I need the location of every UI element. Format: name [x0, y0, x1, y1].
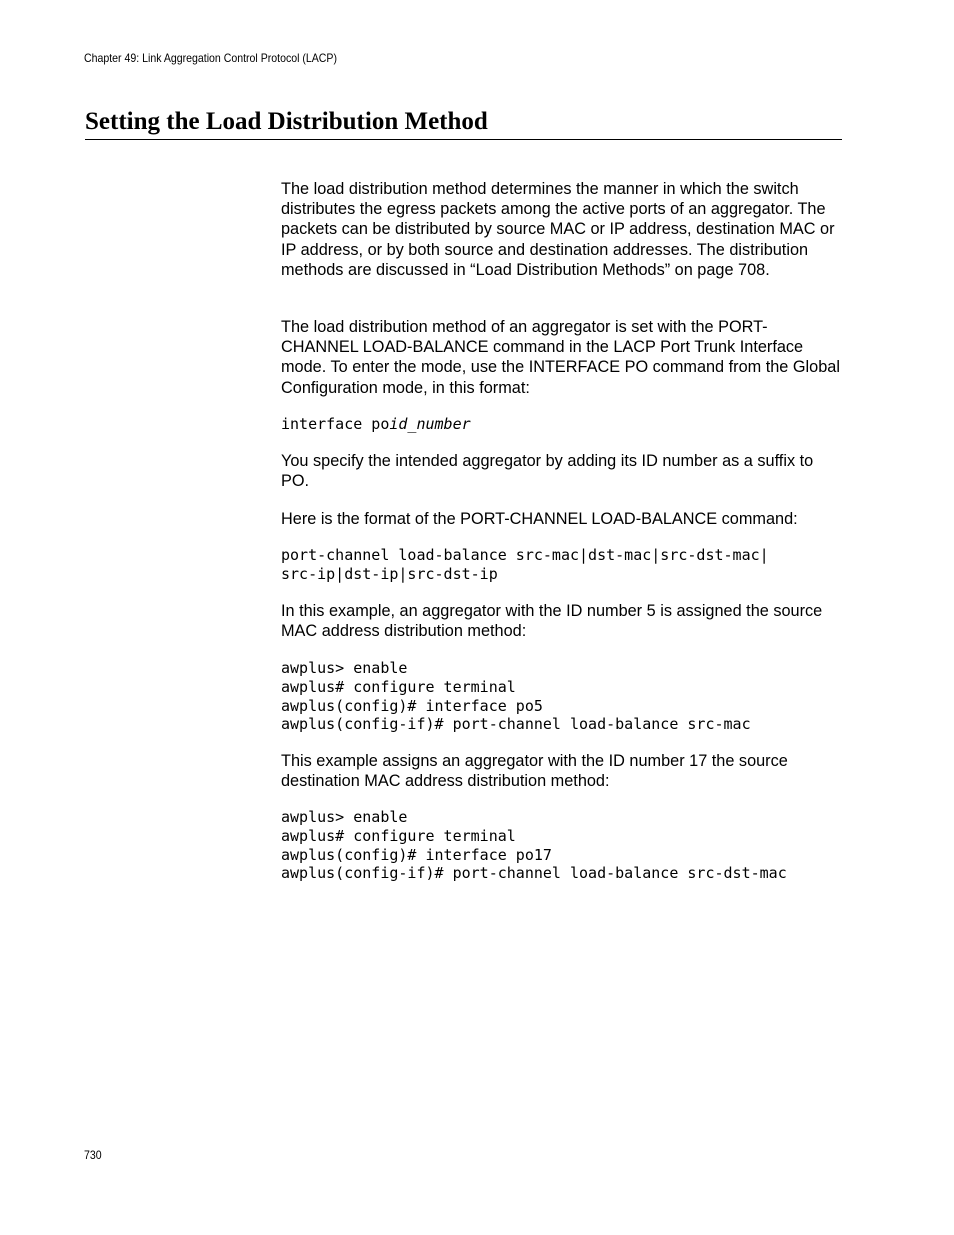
- code-command: interface po: [281, 415, 390, 433]
- code-line: awplus(config-if)# port-channel load-balance src-dst-mac: [281, 864, 787, 883]
- title-rule: [85, 139, 842, 140]
- code-interface-syntax: [281, 415, 471, 434]
- code-line: awplus# configure terminal: [281, 677, 516, 696]
- code-argument: id_number: [389, 415, 471, 433]
- code-line: port-channel load-balance src-mac|dst-mac|src-dst-mac|: [281, 546, 769, 564]
- code-line: awplus> enable: [281, 808, 408, 826]
- paragraph-format-intro: Here is the format of the PORT-CHANNEL LOAD-BALANCE command:: [281, 510, 798, 528]
- code-line: awplus# configure terminal: [281, 826, 516, 845]
- code-line: awplus(config)# interface po5: [281, 696, 543, 715]
- paragraph-command-context: The load distribution method of an aggregator is set with the PORT-CHANNEL LOAD-BALANCE command in the LACP Port Trunk Interface mode. To enter the mode, use the INTERFACE PO command from the Global Configuration mode, in this format:: [281, 318, 840, 397]
- paragraph-intro: The load distribution method determines the manner in which the switch distributes the egress packets among the active ports of an aggregator. The packets can be distributed by source MAC or IP address, destination MAC or IP address, or by both source and destination addresses. The distribution methods are discussed in “Load Distribution Methods” on page 708.: [281, 180, 835, 279]
- paragraph-suffix: You specify the intended aggregator by adding its ID number as a suffix to PO.: [281, 452, 814, 491]
- code-line: awplus(config-if)# port-channel load-balance src-mac: [281, 715, 751, 734]
- code-example-2: [281, 808, 787, 883]
- code-load-balance-syntax: [281, 546, 769, 584]
- code-line: src-ip|dst-ip|src-dst-ip: [281, 564, 498, 583]
- code-line: awplus> enable: [281, 659, 408, 677]
- paragraph-example-1: In this example, an aggregator with the ID number 5 is assigned the source MAC address distribution method:: [281, 602, 823, 641]
- paragraph-example-2: This example assigns an aggregator with the ID number 17 the source destination MAC address distribution method:: [281, 752, 788, 791]
- code-example-1: [281, 659, 751, 734]
- code-line: awplus(config)# interface po17: [281, 845, 552, 864]
- running-header: Chapter 49: Link Aggregation Control Protocol (LACP): [84, 51, 337, 65]
- page-number: 730: [84, 1148, 102, 1162]
- section-title: Setting the Load Distribution Method: [85, 108, 488, 135]
